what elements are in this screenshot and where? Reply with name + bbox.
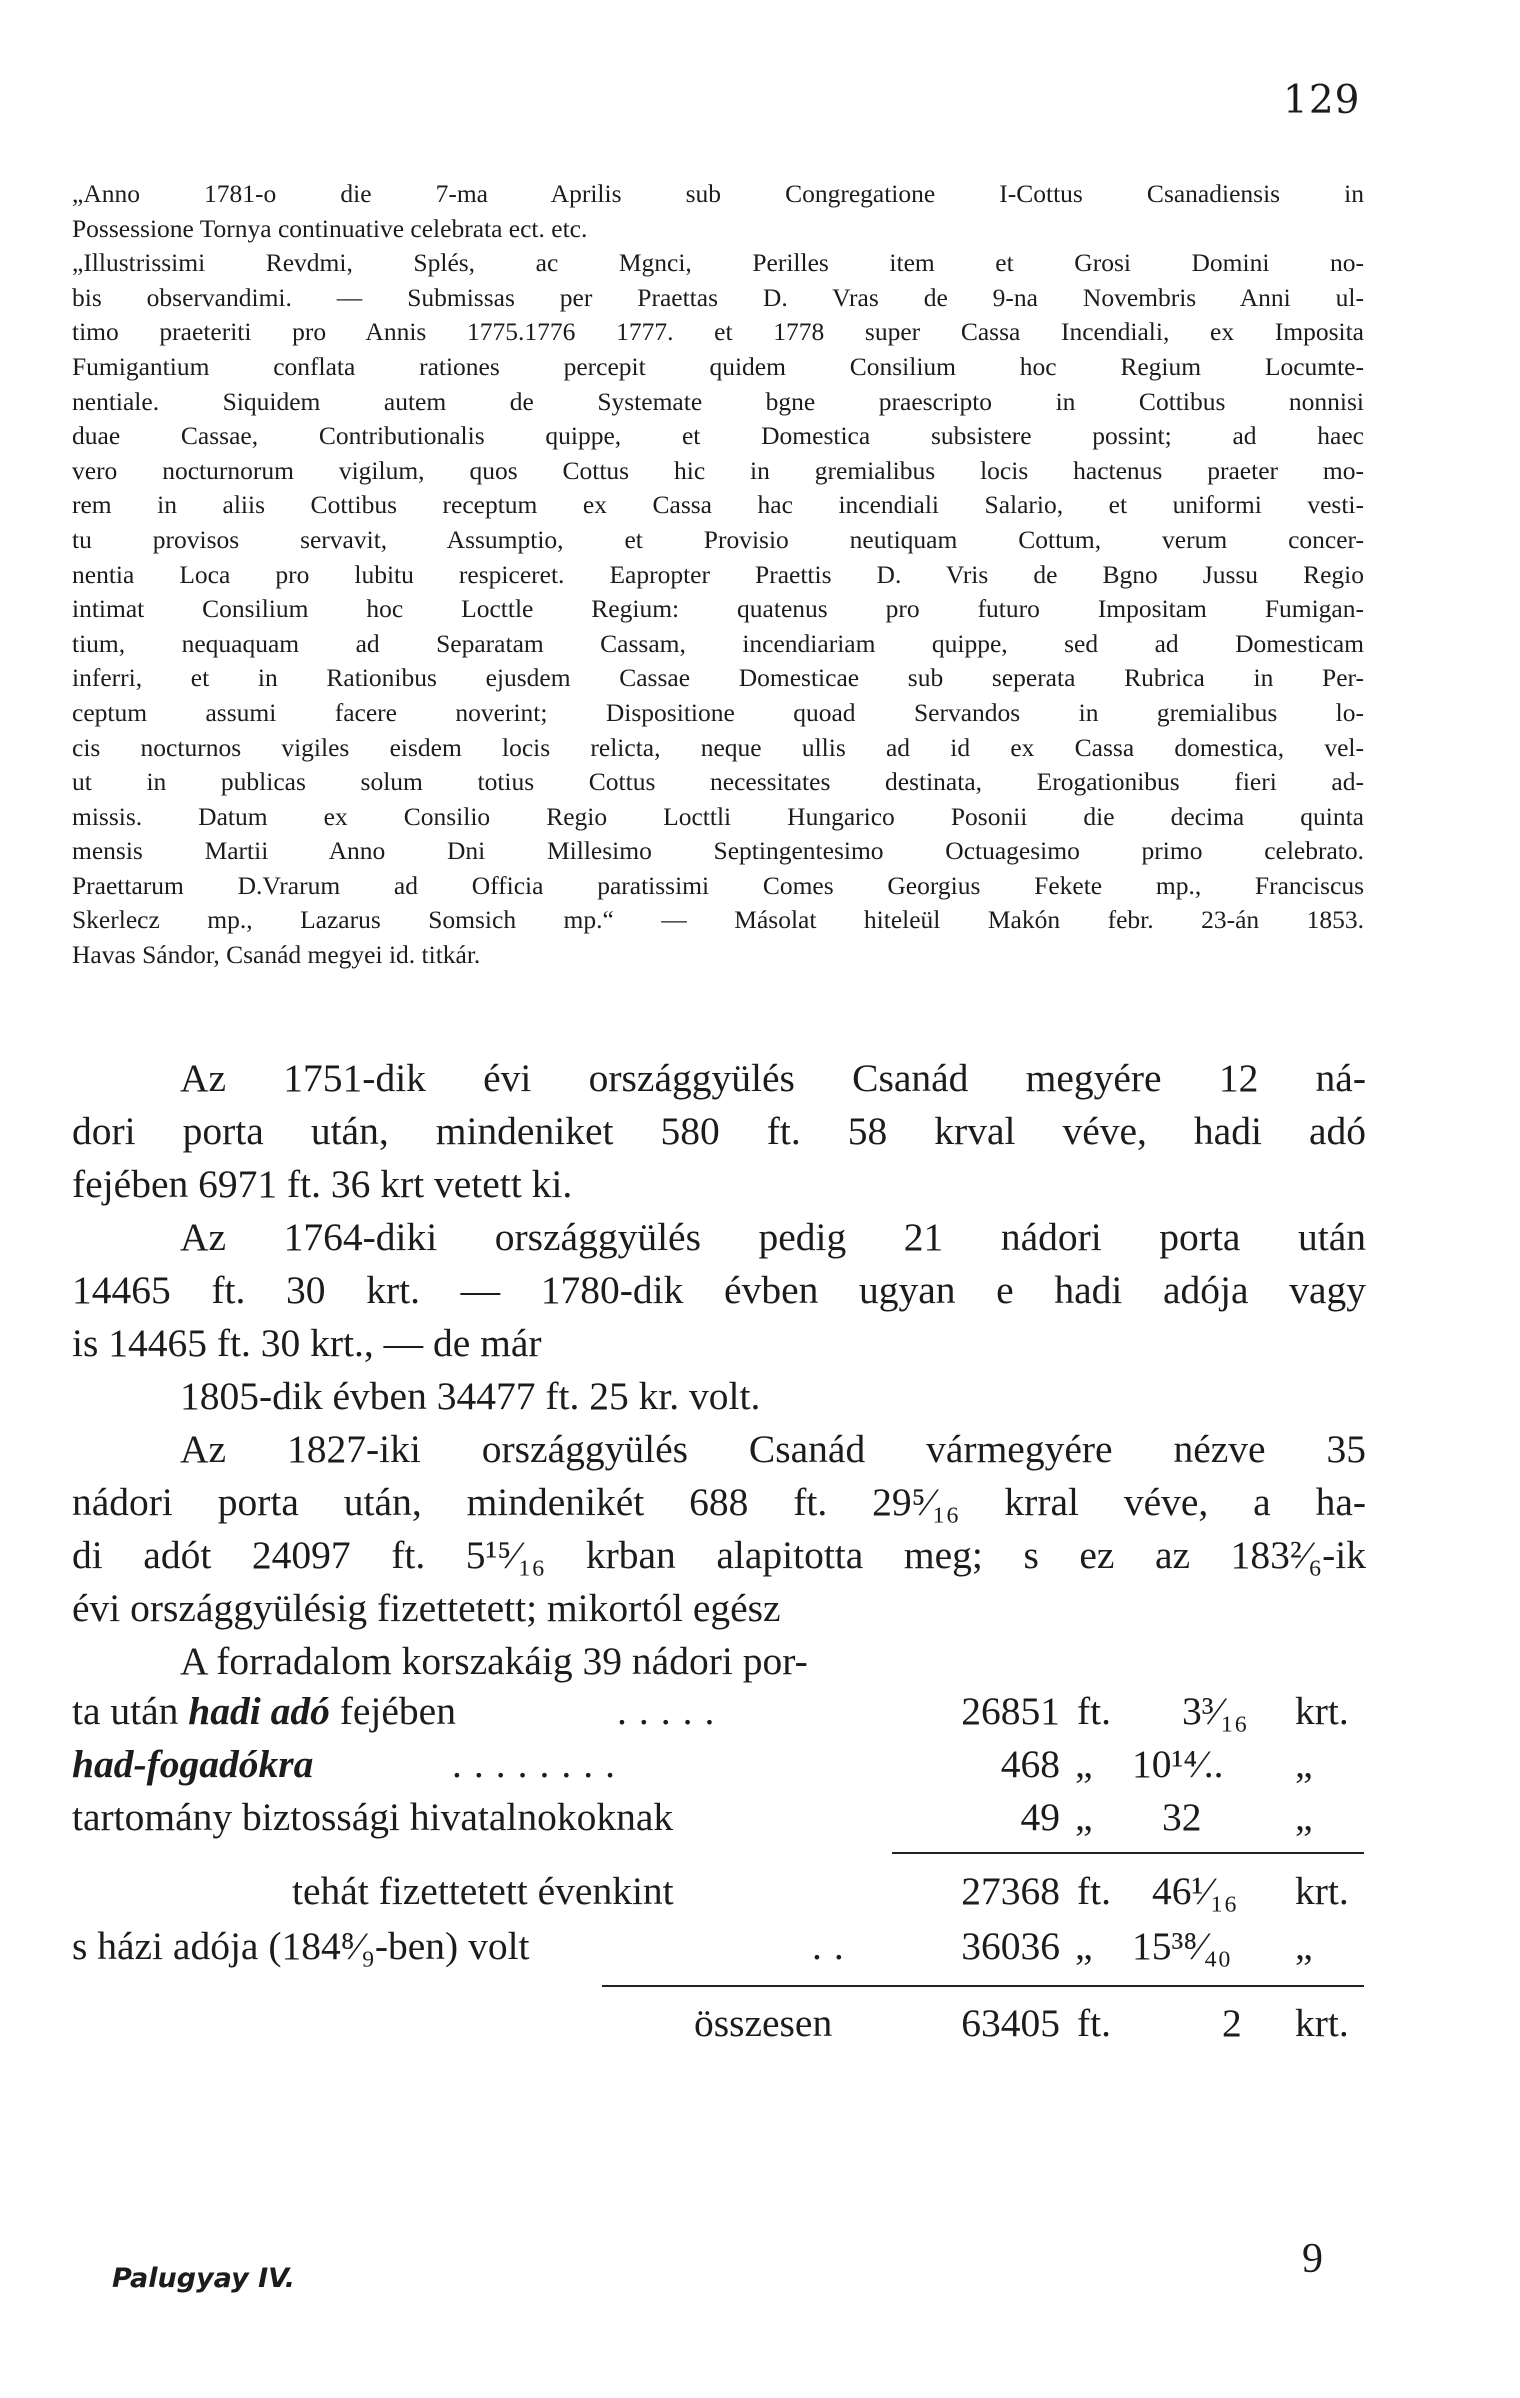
amount: 49 [1020, 1795, 1060, 1839]
row-label-italic: had-fogadókra [72, 1742, 314, 1786]
row-label: s házi adója (184⁸⁄₉-ben) volt [72, 1924, 530, 1968]
row-label-text: ta után [72, 1689, 189, 1733]
text-line: Havas Sándor, Csanád megyei id. titkár. [72, 940, 481, 970]
text-line: mensis Martii Anno Dni Millesimo Septingentesimo Octuagesimo primo celebrato. [72, 836, 1364, 866]
text-line: Az 1827-iki országgyülés Csanád vármegyére nézve 35 [180, 1427, 1366, 1471]
leader-dots: .. [812, 1924, 856, 1968]
text-line: is 14465 ft. 30 krt., — de már [72, 1321, 542, 1365]
text-line: cis nocturnos vigiles eisdem locis relicta, neque ullis ad id ex Cassa domestica, vel- [72, 732, 1364, 762]
text-line: intimat Consilium hoc Locttle Regium: quatenus pro futuro Impositam Fumigan- [72, 594, 1364, 624]
text-line: Az 1764-diki országgyülés pedig 21 nádori porta után [180, 1215, 1366, 1259]
text-line: bis observandimi. — Submissas per Praettas D. Vras de 9-na Novembris Anni ul- [72, 282, 1364, 312]
text-line: dori porta után, mindeniket 580 ft. 58 krval véve, hadi adó [72, 1109, 1366, 1153]
tax-row-hadi-ado [72, 1688, 1366, 1740]
text-line: „Anno 1781-o die 7-ma Aprilis sub Congregatione I-Cottus Csanadiensis in [72, 179, 1364, 208]
text-line: Praettarum D.Vrarum ad Officia paratissimi Comes Georgius Fekete mp., Franciscus [72, 870, 1364, 900]
row-label: tartomány biztossági hivatalnokoknak [72, 1795, 674, 1839]
house-tax-row [72, 1923, 1366, 1975]
text-line: 1805-dik évben 34477 ft. 25 kr. volt. [180, 1374, 761, 1418]
unit: „ [1075, 1795, 1093, 1839]
fraction: 46¹⁄₁₆ [1152, 1869, 1238, 1913]
text-line: di adót 24097 ft. 5¹⁵⁄₁₆ krban alapitotta meg; s ez az 183²⁄₆-ik [72, 1533, 1366, 1577]
text-line: Fumigantium conflata rationes percepit quidem Consilium hoc Regium Locumte- [72, 351, 1364, 381]
unit: „ [1075, 1742, 1093, 1786]
text-line: tium, nequaquam ad Separatam Cassam, incendiariam quippe, sed ad Domesticam [72, 628, 1364, 658]
sum-rule [892, 1852, 1364, 1854]
printer-signature: Palugyay IV. [112, 2263, 296, 2294]
unit-tail: krt. [1295, 1689, 1349, 1733]
fraction: 10¹⁴⁄.. [1132, 1742, 1224, 1786]
text-line: duae Cassae, Contributionalis quippe, et Domestica subsistere possint; ad haec [72, 421, 1364, 451]
text-line: missis. Datum ex Consilio Regio Locttli Hungarico Posonii die decima quinta [72, 801, 1364, 831]
fraction: 15³⁸⁄₄₀ [1132, 1924, 1232, 1968]
unit-tail: „ [1295, 1742, 1313, 1786]
fraction: 32 [1162, 1795, 1202, 1839]
row-label-text: fejében [329, 1689, 456, 1733]
subtotal-row [72, 1868, 1366, 1920]
text-line: Skerlecz mp., Lazarus Somsich mp.“ — Másolat hiteleül Makón febr. 23-án 1853. [72, 905, 1364, 935]
leader-dots: ..... [617, 1689, 727, 1733]
text-line: inferri, et in Rationibus ejusdem Cassae Domesticae sub seperata Rubrica in Per- [72, 663, 1364, 693]
amount: 36036 [961, 1924, 1060, 1968]
leader-dots: ........ [452, 1742, 627, 1786]
unit: „ [1075, 1924, 1093, 1968]
row-label: tehát fizettetett évenkint [292, 1869, 674, 1913]
text-line: tu provisos servavit, Assumptio, et Provisio neutiquam Cottum, verum concer- [72, 524, 1364, 554]
unit-tail: „ [1295, 1795, 1313, 1839]
text-line: timo praeteriti pro Annis 1775.1776 1777. et 1778 super Cassa Incendiali, ex Imposita [72, 317, 1364, 347]
tax-row-had-fogadok [72, 1741, 1366, 1793]
text-line: nentiale. Siquidem autem de Systemate bgne praescripto in Cottibus nonnisi [72, 386, 1364, 416]
text-line: fejében 6971 ft. 36 krt vetett ki. [72, 1162, 573, 1206]
sheet-number: 9 [1302, 2236, 1323, 2282]
total-rule [602, 1985, 1364, 1987]
unit-tail: krt. [1295, 1869, 1349, 1913]
text-line: nentia Loca pro lubitu respiceret. Eapropter Praettis D. Vris de Bgno Jussu Regio [72, 559, 1364, 589]
row-label: összesen [694, 2001, 833, 2045]
hungarian-body-text [72, 1052, 1366, 1688]
row-label-italic: hadi adó [188, 1689, 330, 1733]
text-line: évi országgyülésig fizettetett; mikortól egész [72, 1586, 781, 1630]
text-line: Possessione Tornya continuative celebrata ect. etc. [72, 213, 588, 243]
amount: 63405 [961, 2001, 1060, 2045]
text-line: ut in publicas solum totius Cottus necessitates destinata, Erogationibus fieri ad- [72, 767, 1364, 797]
amount: 26851 [961, 1689, 1060, 1733]
unit: ft. [1077, 2001, 1112, 2045]
text-line: rem in aliis Cottibus receptum ex Cassa hac incendiali Salario, et uniformi vesti- [72, 490, 1364, 520]
fraction: 3³⁄₁₆ [1182, 1689, 1248, 1733]
unit: ft. [1077, 1689, 1112, 1733]
text-line: Az 1751-dik évi országgyülés Csanád megyére 12 ná- [180, 1056, 1366, 1100]
text-line: ceptum assumi facere noverint; Dispositione quoad Servandos in gremialibus lo- [72, 697, 1364, 727]
unit: ft. [1077, 1869, 1112, 1913]
amount: 468 [1000, 1742, 1060, 1786]
total-row [72, 2000, 1366, 2052]
page-number: 129 [1283, 78, 1361, 123]
unit-tail: krt. [1295, 2001, 1349, 2045]
fraction: 2 [1222, 2001, 1242, 2045]
row-label [72, 1688, 456, 1734]
unit-tail: „ [1295, 1924, 1313, 1968]
text-line: A forradalom korszakáig 39 nádori por- [180, 1639, 808, 1683]
tax-row-tartomany [72, 1794, 1366, 1846]
text-line: vero nocturnorum vigilum, quos Cottus hic in gremialibus locis hactenus praeter mo- [72, 455, 1364, 485]
row-label [72, 1741, 313, 1787]
text-line: „Illustrissimi Revdmi, Splés, ac Mgnci, Perilles item et Grosi Domini no- [72, 248, 1364, 278]
amount: 27368 [961, 1869, 1060, 1913]
text-line: 14465 ft. 30 krt. — 1780-dik évben ugyan e hadi adója vagy [72, 1268, 1366, 1312]
latin-document-quote [72, 177, 1364, 973]
text-line: nádori porta után, mindenikét 688 ft. 29⁵⁄₁₆ krral véve, a ha- [72, 1480, 1366, 1524]
